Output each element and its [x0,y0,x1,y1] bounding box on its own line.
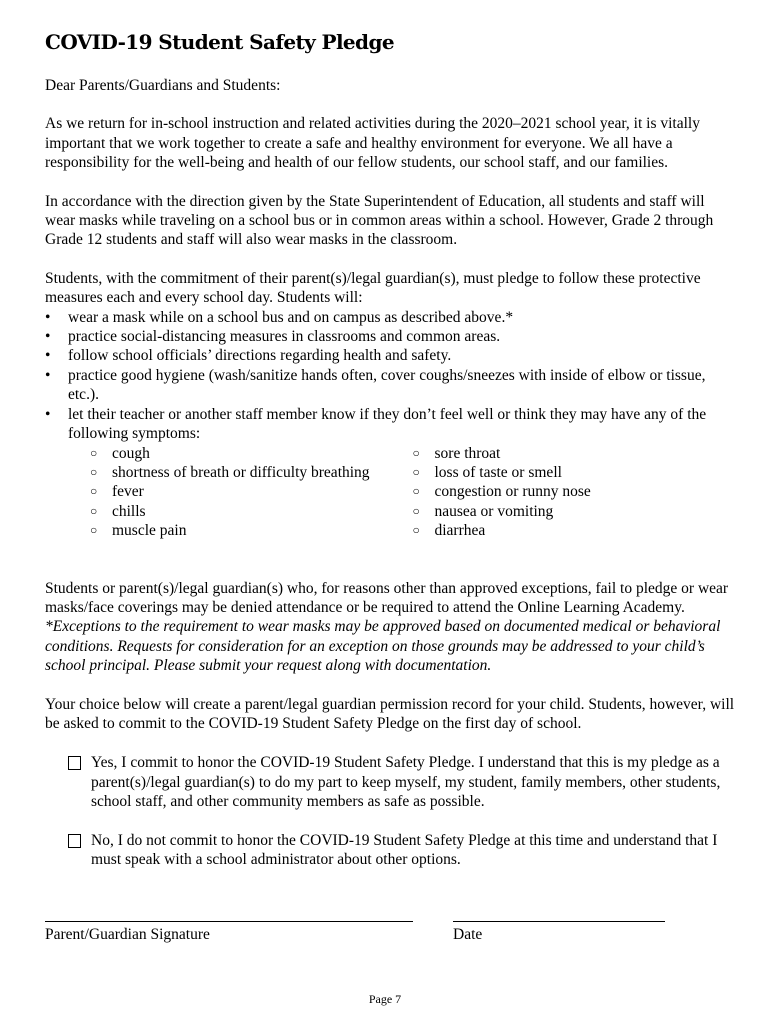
symptoms-left-column [90,444,413,541]
page-title: COVID-19 Student Safety Pledge [45,30,394,54]
no-checkbox[interactable] [68,834,81,848]
symptom-item: ○ sore throat [413,444,736,463]
symptom-item: ○ muscle pain [90,521,413,540]
choice-no-label: No, I do not commit to honor the COVID-19 Student Safety Pledge at this time and understand that I must speak with a school administrator about other options. [91,831,718,868]
date-line[interactable] [453,907,665,922]
symptoms-list [90,444,735,541]
symptom-item: ○ diarrhea [413,521,736,540]
symptom-item: ○ nausea or vomiting [413,502,736,521]
symptom-item: ○ loss of taste or smell [413,463,736,482]
date-label: Date [453,926,483,943]
pledge-paragraph: Students, with the commitment of their parent(s)/legal guardian(s), must pledge to follow these protective measures each and every school day. Students will: [45,269,701,307]
symptom-item: ○ cough [90,444,413,463]
symptoms-right-column [413,444,736,541]
list-item: • practice social-distancing measures in classrooms and common areas. [45,327,735,346]
list-item: • let their teacher or another staff member know if they don’t feel well or think they may have any of the following symptoms: [45,405,735,444]
document-body [45,30,735,869]
list-item: • practice good hygiene (wash/sanitize hands often, cover coughs/sneezes with inside of elbow or tissue, etc.). [45,366,735,405]
symptom-item: ○ fever [90,482,413,501]
signature-line[interactable] [45,907,413,922]
mask-paragraph: In accordance with the direction given by the State Superintendent of Education, all students and staff will wear masks while traveling on a school bus or in common areas within a school. However, Grade 2 through Grade 12 students and staff will also wear masks in the classroom. [45,192,714,249]
exceptions-paragraph [45,579,735,676]
exceptions-note: *Exceptions to the requirement to wear masks may be approved based on documented medical or behavioral conditions. Requests for consideration for an exception on those grounds may be addressed to your child’s school principal. Please submit your request along with documentation. [45,618,721,675]
list-item: • follow school officials’ directions regarding health and safety. [45,346,735,365]
symptom-item: ○ congestion or runny nose [413,482,736,501]
list-item: • wear a mask while on a school bus and on campus as described above.* [45,308,735,327]
page-number: Page 7 [368,992,402,1006]
yes-checkbox[interactable] [68,756,81,770]
permission-paragraph: Your choice below will create a parent/legal guardian permission record for your child. Students, however, will be asked to commit to the COVID-19 Student Safety Pledge on the first day of school. [45,695,735,732]
choice-yes-label: Yes, I commit to honor the COVID-19 Student Safety Pledge. I understand that this is my pledge as a parent(s)/legal guardian(s) to do my part to keep myself, my student, family members, other students, school staff, and other community members as safe as possible. [91,754,721,811]
symptom-item: ○ shortness of breath or difficulty breathing [90,463,413,482]
signature-label: Parent/Guardian Signature [45,926,210,943]
exceptions-text: Students or parent(s)/legal guardian(s) who, for reasons other than approved exceptions, fail to pledge or wear masks/face coverings may be denied attendance or be required to attend the Online Learning Academy. [45,579,729,616]
greeting: Dear Parents/Guardians and Students: [45,77,281,94]
symptom-item: ○ chills [90,502,413,521]
pledge-list [45,308,735,444]
intro-paragraph: As we return for in-school instruction and related activities during the 2020–2021 school year, it is vitally important that we work together to create a safe and healthy environment for everyone. We all have a responsibility for the well-being and health of our fellow students, our school staff, and our families. [45,115,700,172]
choice-yes[interactable] [68,753,735,811]
choice-no[interactable] [68,831,735,870]
